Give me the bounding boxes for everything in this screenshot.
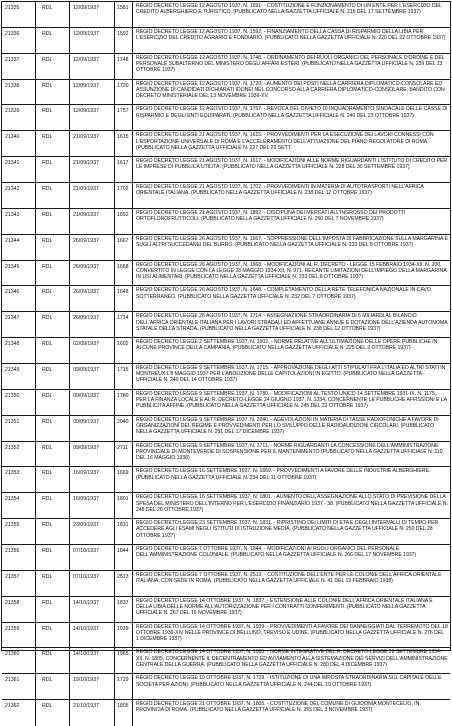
act-date: 21/09/1937 (70, 131, 115, 156)
act-code: 2040 (115, 416, 133, 441)
act-code: 2711 (115, 442, 133, 467)
act-description: REGIO DECRETO LEGGE 12 AGOSTO 1937, N. 1592. - FINANZIAMENTO DELLA CASSA DI RISPARMIO DELLA LIBIA PER L'ESERCIZIO DEL CREDITO AGRARIO E FONDIARIO. (PUBBLICATO NELLA GAZZETTA UFFICIALE N. 220 DEL 22 OTTOBRE 1937) (136, 28, 446, 42)
act-type: RDL (36, 80, 70, 105)
act-code: 1667 (115, 235, 133, 260)
table-row (2, 2, 450, 28)
act-code: 1581 (115, 2, 133, 27)
table-row (2, 209, 450, 235)
act-date: 12/09/1937 (70, 105, 115, 130)
record-number: 21362 (2, 700, 36, 726)
act-type: RDL (36, 648, 70, 673)
act-type: RDL (36, 105, 70, 130)
record-number: 21336 (2, 28, 36, 53)
table-row (2, 338, 450, 364)
act-date: 14/10/1937 (70, 597, 115, 622)
act-date: 26/09/1937 (70, 286, 115, 311)
act-type: RDL (36, 545, 70, 570)
table-row (2, 157, 450, 183)
act-description: REGIO DECRETO LEGGE 26 AGOSTO 1937, N. 1648. - COMPLETAMENTO DELLA RETE TELEFONICA NAZIONALE IN CAVO SOTTERRANEO. (PUBBLICATO NELLA GAZZETTA UFFICIALE N. 232 DEL 7 OTTOBRE 1937) (136, 287, 431, 300)
act-description: REGIO DECRETO LEGGE 21 OTTOBRE 1937, N. 1805. - COSTITUZIONE DEL COMUNE DI GUIDONIA MONTECELIO, IN PROVINCIA DI ROMA. (PUBBLICATO NELLA GAZZETTA UFFICIALE N. 255 DEL 3 NOVEMBRE 1937) (136, 701, 420, 714)
act-type: RDL (36, 519, 70, 544)
record-number: 21356 (2, 545, 36, 570)
act-date: 12/09/1937 (70, 28, 115, 53)
table-row (2, 105, 450, 131)
table-row (2, 597, 450, 623)
act-date: 12/09/1937 (70, 80, 115, 105)
act-date: 21/10/1937 (70, 700, 115, 726)
record-number: 21344 (2, 235, 36, 260)
act-code: 1668 (115, 261, 133, 286)
act-description: REGIO DECRETO LEGGE 7 OTTOBRE 1937, N. 1844. - MODIFICAZIONI AI RUOLI ORGANICI DEL PERSONALE DELL'AMMINISTRAZIONE COLONIALE. (PUBBLICATO NELLA GAZZETTA UFFICIALE N. 266 DEL 17 NOVEMBRE 1937) (136, 546, 417, 559)
act-date: 09/09/1937 (70, 442, 115, 467)
record-number: 21360 (2, 648, 36, 673)
act-description: REGIO DECRETO LEGGE 26 AGOSTO 1937, N. 1667. - SOPPRESSIONE DELL'IMPOSTA DI FABBRICAZIONE SULLA MARGARINA E SUGLI ALTRI SUCCEDANEI DEL BURRO. (PUBBLICATO NELLA GAZZETTA UFFICIALE N. 233 DEL 8 OTTOBRE 1937) (136, 235, 448, 248)
act-code: 1748 (115, 54, 133, 79)
record-number: 21340 (2, 131, 36, 156)
act-type: RDL (36, 28, 70, 53)
table-row (2, 131, 450, 157)
act-type: RDL (36, 416, 70, 441)
act-type: RDL (36, 623, 70, 648)
act-type: RDL (36, 493, 70, 518)
act-code: 1617 (115, 157, 133, 182)
record-number: 21335 (2, 2, 36, 27)
act-type: RDL (36, 312, 70, 337)
act-date: 26/09/1937 (70, 235, 115, 260)
act-description: REGIO DECRETO LEGGE 23 SETTEMBRE 1937, N. 1831. - RIPRISTINO DEI LIMITI DI ETA E DEGLI INTERVALLI DI TEMPO PER ACCEDERE AGLI ESAMI NEGLI ISTITUTI DI ISTRUZIONE MEDIA. (PUBBLICATO NELLA GAZZETTA UFFICIALE N. 250 DEL 28 OTTOBRE 1937) (136, 520, 439, 539)
act-code: 1715 (115, 364, 133, 389)
table-row (2, 235, 450, 261)
record-number: 21345 (2, 261, 36, 286)
act-date: 16/09/1937 (70, 493, 115, 518)
record-number: 21337 (2, 54, 36, 79)
record-number: 21359 (2, 623, 36, 648)
act-type: RDL (36, 700, 70, 726)
act-description: REGIO DECRETO LEGGE 14 OTTOBRE 1937, N. 1939. - PROVVEDIMENTI A FAVORE DEI DANNEGGIATI DAL TERREMOTO DEL 18 OTTOBRE 1936-XIV NELLE PROVINCE DI BELLUNO, TREVISO E UDINE. (PUBBLICATO NELLA GAZZETTA UFFICIALE N. 276 DEL 1 DICEMBRE 1937) (136, 623, 448, 643)
act-date: 14/10/1937 (70, 648, 115, 673)
act-date: 14/10/1937 (70, 623, 115, 648)
act-type: RDL (36, 131, 70, 156)
table-row (2, 261, 450, 287)
act-date: 12/09/1937 (70, 54, 115, 79)
act-code: 1939 (115, 623, 133, 648)
act-type: RDL (36, 54, 70, 79)
act-description: REGIO DECRETO LEGGE 7 OTTOBRE 1937, N. 2513. - COSTITUZIONE DELL'ENTE PER LE COLONIE DELL'AFRICA ORIENTALE ITALIANA, CON SEDE IN ROMA. (PUBBLICATO NELLA GAZZETTA UFFICIALE N. 41 DEL 19 FEBBRAIO 1938) (136, 571, 442, 585)
record-number: 21358 (2, 597, 36, 622)
act-description: REGIO DECRETO LEGGE 26 AGOSTO 1937, N. 1668. - MODIFICAZIONI AL R. DECRETO - LEGGE 15 FEBBRAIO 1934-XII, N. 200, CONVERTITO IN LEGGE CON LA LEGGE 28 MAGGIO 1934-XII, N. 971, RECANTE LIMITAZIONI DELL'IMPIEGO DELLA MARGARINA IN USI ALIMENTARI. (PUBBLICATO NELLA GAZZETTA UFFICIALE N. 233 DEL 8 OTTOBRE 1937) (136, 261, 447, 280)
act-code: 1729 (115, 674, 133, 699)
act-code: 1892 (115, 209, 133, 234)
act-description: REGIO DECRETO LEGGE 9 SETTEMBRE 1937, N. 1780. - MODIFICAZIONI AL TESTO UNICO 14 SETTEMBRE 1931-IX, N. 1175, PER LA FINANZA LOCALE E AL R. DECRETO-LEGGE 24 GIUGNO 1937, N. 1334, CONCERNENTE LE PUBBLICHE AFFISSIONI E LA PUBBLICITA AFFINE. (PUBBLICATO NELLA GAZZETTA UFFICIALE N. 245 DEL 22 OTTOBRE 1937) (136, 390, 447, 410)
record-number: 21357 (2, 571, 36, 596)
act-code: 2513 (115, 571, 133, 596)
table-row (2, 467, 450, 493)
record-number: 21347 (2, 312, 36, 337)
act-date: 09/09/1937 (70, 416, 115, 441)
act-type: RDL (36, 157, 70, 182)
table-row (2, 286, 450, 312)
table-row (2, 54, 450, 80)
record-number: 21341 (2, 157, 36, 182)
act-description: REGIO DECRETO LEGGE 26 AGOSTO 1937, N. 1714. - ASSEGNAZIONE STRAORDINARIA DI 5 MILIARDI AL BILANCIO DELL'AFRICA ORIENTALE ITALIANA PER I LAVORI STRADALI ED AFFETTUANE ANNUE E DOTAZIONE DELL'AZIENDA AUTONOMA STATALE DELLA STRADA. (PUBBLICATO NELLA GAZZETTA UFFICIALE N. 238 DEL 12 OTTOBRE 1937) (136, 313, 448, 332)
record-number: 21351 (2, 416, 36, 441)
act-description: REGIO DECRETO LEGGE 21 AGOSTO 1937, N. 1702. - PROVVEDIMENTI IN MATERIA DI AUTOTRASPORTI NELL'AFRICA ORIENTALE ITALIANA. (PUBBLICATO NELLA GAZZETTA UFFICIALE N. 238 DEL 12 OTTOBRE 1937) (136, 184, 424, 197)
act-code: 1669 (115, 467, 133, 492)
act-code: 1592 (115, 28, 133, 53)
act-date: 21/09/1937 (70, 157, 115, 182)
act-code: 1965 (115, 648, 133, 673)
act-date: 09/09/1937 (70, 364, 115, 389)
table-row (2, 28, 450, 54)
act-code: 1801 (115, 493, 133, 518)
table-row (2, 571, 450, 597)
act-type: RDL (36, 364, 70, 389)
table-row (2, 442, 450, 468)
act-code: 1648 (115, 286, 133, 311)
act-description: REGIO DECRETO LEGGE 2 SETTEMBRE 1937, N. 1602. - NORME RELATIVE ALL'ULTIMAZIONE DELLE OPERE PUBBLICHE IN ALCUNE PROVINCE DELLA CAMPANIA. (PUBBLICATO NELLA GAZZETTA UFFICIALE N. 225 DEL 2 OTTOBRE 1937) (136, 339, 438, 352)
act-type: RDL (36, 261, 70, 286)
act-date: 26/09/1937 (70, 261, 115, 286)
act-type: RDL (36, 235, 70, 260)
table-row (2, 545, 450, 571)
act-type: RDL (36, 674, 70, 699)
table-row (2, 183, 450, 209)
act-date: 21/09/1937 (70, 209, 115, 234)
act-description: REGIO DECRETO LEGGE 9 SETTEMBRE 1937, N. 1715. - APPROVAZIONE DEGLI ATTI STIPULATI FRA L'ITALIA ED ALTRI STATI IN MONTREUX L'8 MAGGIO 1937 PER L'ABOLIZIONE DELLE CAPITOLAZIONI IN EGITTO. (PUBBLICATO NELLA GAZZETTA UFFICIALE N. 240 DEL 14 OTTOBRE 1937) (136, 365, 446, 384)
act-description: REGIO DECRETO LEGGE 14 OTTOBRE 1937, N. 1837. - ESTENSIONE ALLE COLONIE DELL'AFRICA ORIENTALE ITALIANA E DELLA LIBIA DELLE NORME ALL'AUTORIZZAZIONE PER I CONTRATTI CONFERIMENTI. (PUBBLICATO NELLA GAZZETTA UFFICIALE N. 267 DEL 16 NOVEMBRE 1937) (136, 597, 433, 617)
act-description: REGIO DECRETO LEGGE 21 AGOSTO 1937, N. 1617. - MODIFICAZIONI ALLE NORME RIGUARDANTI L'ISTITUTO DI CREDITO PER LE IMPRESE DI PUBBLICA UTILITA. (PUBBLICATO NELLA GAZZETTA UFFICIALE N. 228 DEL 30 SETTEMBRE 1937) (136, 158, 448, 171)
table-row (2, 674, 450, 700)
act-code: 1837 (115, 597, 133, 622)
table-row (2, 519, 450, 545)
table-row (2, 700, 450, 726)
decree-table (1, 1, 451, 714)
act-code: 1844 (115, 545, 133, 570)
act-description: REGIO DECRETO LEGGE 9 SETTEMBRE 1937, N. 2040. - AGEVOLAZIONI IN MATERIA DI TASSE RADIOFONICHE A FAVORE DI ORGANIZZAZIONI DEL REGIME E PROVVEDIMENTI PER LO SVILUPPO DELLE RADIOAUDIZIONI CIRCOLARI. (PUBBLICATO NELLA GAZZETTA UFFICIALE N. 291 DEL 17 DICEMBRE 1937) (136, 416, 439, 436)
act-type: RDL (36, 2, 70, 27)
table-row (2, 416, 450, 442)
table-row (2, 390, 450, 416)
table-row (2, 80, 450, 106)
act-code: 1831 (115, 519, 133, 544)
act-description: REGIO DECRETO LEGGE 12 AGOSTO 1937, N. 1748. - ORDINAMENTO DEI RUOLI ORGANICI DEL PERSONALE D'ORDINE E DEL PERSONALE SUBALTERNO DEL MINISTERO DEGLI AFFARI ESTERI. (PUBBLICATO NELLA GAZZETTA UFFICIALE N. 239 DEL 13 OTTOBRE 1937) (136, 54, 445, 74)
act-type: RDL (36, 286, 70, 311)
act-description: REGIO DECRETO LEGGE 21 AGOSTO 1937, N. 1615. - PROVVEDIMENTI PER LA ESECUZIONE DEI LAVORI CONNESSI CON L'ESPORTAZIONE UNIVERSALE DI ROMA E L'ACCELERAMENTO DELL'ATTUAZIONE DEL PIANO REGOLATORE DI ROMA. (PUBBLICATO NELLA GAZZETTA UFFICIALE N. 227 DEL 29 SETT (136, 132, 434, 151)
record-number: 21339 (2, 105, 36, 130)
act-description: REGIO DECRETO LEGGE 21 AGOSTO 1937, N. 1892. - DISCIPLINA DEI MERCATI ALL'INGROSSO DEI PRODOTTI ORTOFLOROFRUTTICOLI. (PUBBLICATO NELLA GAZZETTA UFFICIALE N. 260 DEL 7 NOVEMBRE 1937) (136, 209, 406, 223)
act-code: 1714 (115, 312, 133, 337)
record-number: 21355 (2, 519, 36, 544)
table-row (2, 364, 450, 390)
act-date: 21/09/1937 (70, 183, 115, 208)
act-description: REGIO DECRETO LEGGE 14 OTTOBRE 1937, N. 1965. - NORME INTEGRATIVE DEL R. DECRETO-LEGGE 28 SETTEMBRE 1934-XII, N. 1805, CONCERNENTE IL DECENTRAMENTO ED AVVIAMENTO ALLA SISTEMAZIONE DEI SERVIZI DELL'AMMINISTRAZIONE CENTRALE DELLA GUERRA. (PUBBLICATO NELLA GAZZETTA UFFICIALE N. 280 DEL 4 DICEMBRE 1937) (136, 649, 448, 668)
act-date: 07/10/1937 (70, 571, 115, 596)
record-number: 21343 (2, 209, 36, 234)
record-number: 21338 (2, 80, 36, 105)
record-number: 21361 (2, 674, 36, 699)
table-row (2, 623, 450, 649)
act-date: 07/10/1937 (70, 545, 115, 570)
act-date: 02/09/1937 (70, 338, 115, 363)
table-row (2, 648, 450, 674)
act-description: REGIO DECRETO LEGGE 16 SETTEMBRE 1937, N. 1669. - PROVVEDIMENTI A FAVORE DELLE INDUSTRIE ALBERGHIERE. (PUBBLICATO NELLA GAZZETTA UFFICIALE N. 234 DEL 11 OTTOBRE 1937) (136, 468, 431, 481)
act-type: RDL (36, 338, 70, 363)
act-code: 1780 (115, 390, 133, 415)
act-date: 16/09/1937 (70, 467, 115, 492)
record-number: 21342 (2, 183, 36, 208)
act-code: 1757 (115, 105, 133, 130)
act-date: 12/09/1937 (70, 2, 115, 27)
record-number: 21346 (2, 286, 36, 311)
act-type: RDL (36, 597, 70, 622)
act-type: RDL (36, 183, 70, 208)
act-description: REGIO DECRETO LEGGE 12 AGOSTO 1937, N. 1591. - COSTITUZIONE E FUNZIONAMENTO DI UN ENTE PER L'ESERCIZIO DEL CREDITO ALBERGHIERO E TURISTICO. (PUBBLICATO NELLA GAZZETTA UFFICIALE N. 215 DEL 17 SETTEMBRE 1937) (136, 3, 442, 16)
record-number: 21348 (2, 338, 36, 363)
act-date: 19/10/1937 (70, 674, 115, 699)
record-number: 21354 (2, 493, 36, 518)
act-description: REGIO DECRETO LEGGE 12 AGOSTO 1937, N. 1757. - REVOCA DEL DIVIETO DI INQUADRAMENTO SINDACALE DELLE CASSE DI RISPARMIO E DEGLI ENTI EQUIPARATI. (PUBBLICATO NELLA GAZZETTA UFFICIALE N. 240 DEL 23 OTTOBRE 1937) (136, 106, 448, 119)
table-row (2, 493, 450, 519)
act-code: 1720 (115, 80, 133, 105)
act-type: RDL (36, 209, 70, 234)
act-date: 26/09/1937 (70, 312, 115, 337)
act-code: 1805 (115, 700, 133, 726)
act-description: REGIO DECRETO LEGGE 19 OTTOBRE 1937, N. 1729. - ISTITUZIONE DI UNA IMPOSTA STRAORDINARIA SUL CAPITALE DELLE SOCIETA PER AZIONI. (PUBBLICATO NELLA GAZZETTA UFFICIALE N. 244 DEL 19 OTTOBRE 1937) (136, 675, 442, 688)
table-row (2, 312, 450, 338)
record-number: 21350 (2, 390, 36, 415)
act-date: 23/09/1937 (70, 519, 115, 544)
record-number: 21352 (2, 442, 36, 467)
act-code: 1615 (115, 131, 133, 156)
act-description: REGIO DECRETO LEGGE 12 AGOSTO 1937, N. 1720. - AUMENTO DEI POSTI NELLA CARRIERA DIPLOMATICO-CONSOLARE ED ASSUNZIONE DI CANDIDATI DICHIARATI IDONEI NEL CONCORSO ALLA CARRIERA DIPLOMATICO-CONSOLARE, BANDITO CON DECRETO MINISTERIALE DEL 13 NOVEMBRE 1936-XV. (136, 80, 445, 99)
record-number: 21353 (2, 467, 36, 492)
act-date: 09/09/1937 (70, 390, 115, 415)
act-type: RDL (36, 390, 70, 415)
act-code: 1702 (115, 183, 133, 208)
act-type: RDL (36, 467, 70, 492)
act-description: REGIO DECRETO LEGGE 16 SETTEMBRE 1937, N. 1801. - AUMENTO DELL'ASSEGNAZIONE ALLO STATO DI PREVISIONE DELLA SPESA DEL MINISTERO DELL'INTERNO PER L'ESERCIZIO FINANZIARIO 1937 - 38. (PUBBLICATO NELLA GAZZETTA UFFICIALE N. 248 DEL 26 OTTOBRE 1937) (136, 494, 448, 513)
act-code: 1602 (115, 338, 133, 363)
act-description: REGIO DECRETO LEGGE 9 SETTEMBRE 1937, N. 2711. - NORME RIGUARDANTI LA CONCESSIONE DELL'AMMINISTRAZIONE PROVINCIALE DI MONTEVERDE DI SOSPENSIONE PER IL MANTENIMENTO (PUBBLICATO NELLA GAZZETTA UFFICIALE N. 110 DEL 16 MAGGIO 1938) (136, 442, 443, 462)
act-type: RDL (36, 571, 70, 596)
act-type: RDL (36, 442, 70, 467)
record-number: 21349 (2, 364, 36, 389)
